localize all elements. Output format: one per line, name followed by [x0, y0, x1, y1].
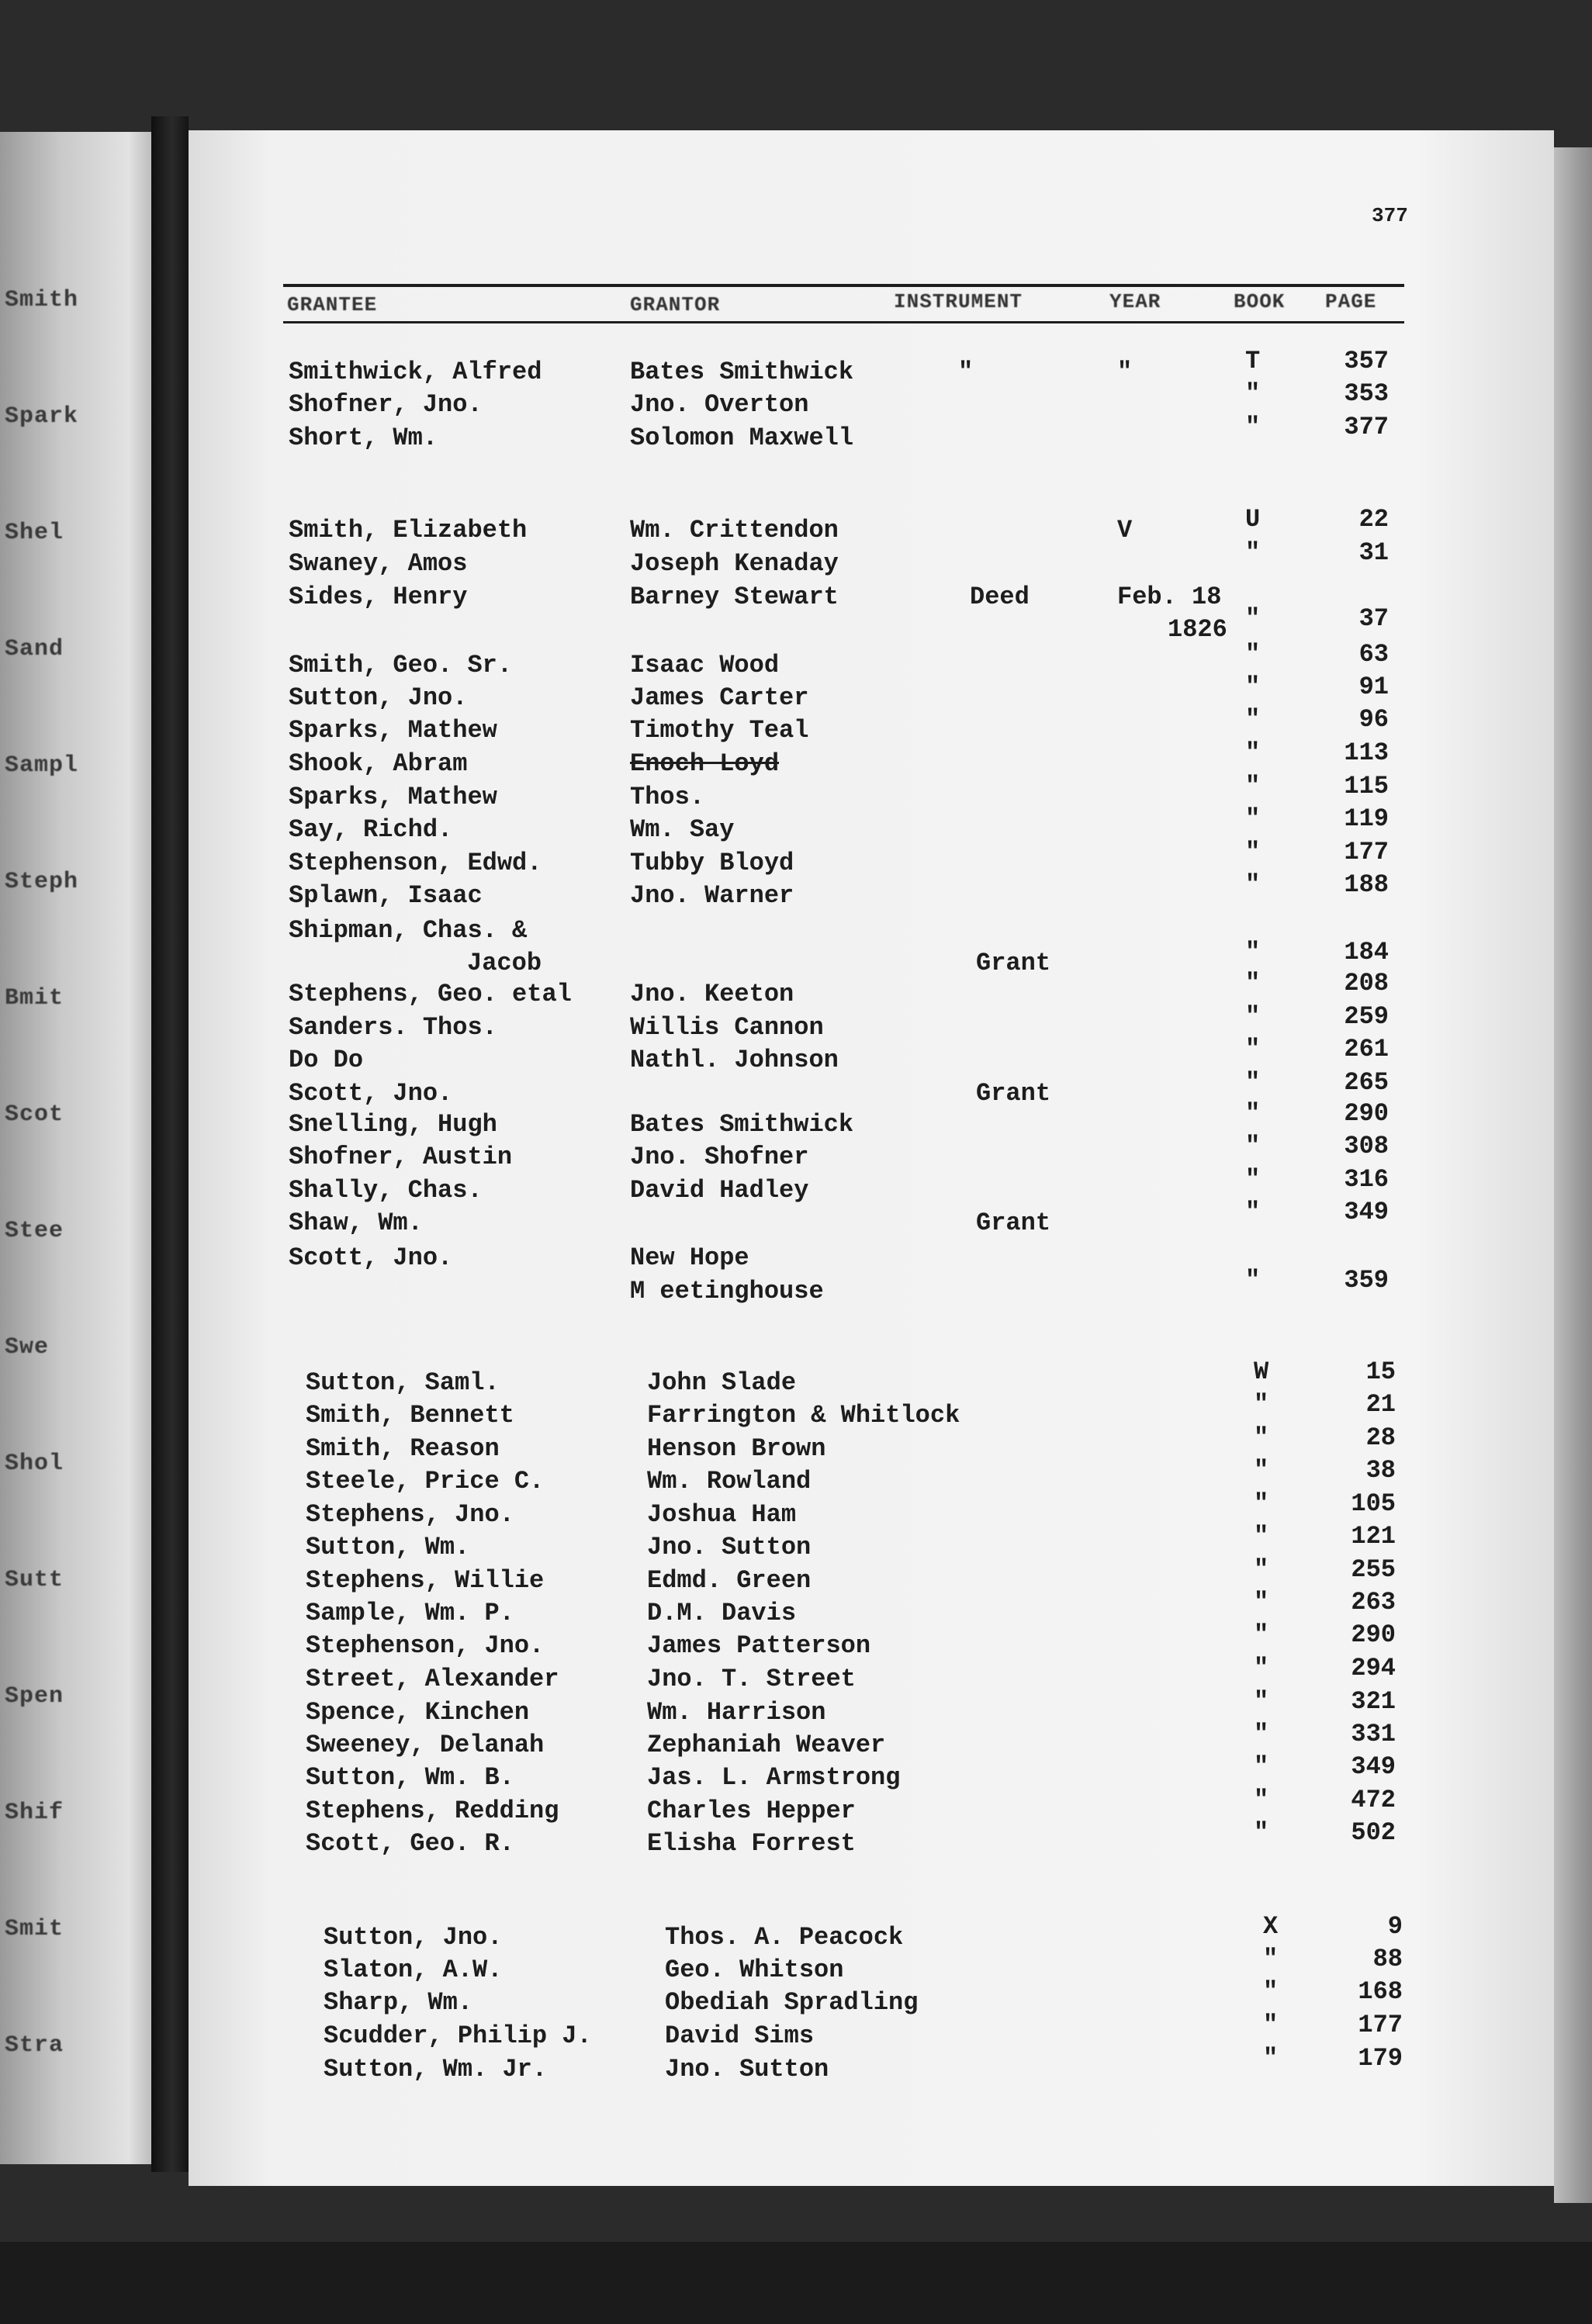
cell-grantor: D.M. Davis [647, 1599, 797, 1627]
cell-page: 115 [1344, 772, 1389, 801]
cell-grantor: Edmd. Green [647, 1566, 812, 1595]
cell-grantor: Jno. T. Street [647, 1665, 856, 1693]
cell-grantor: Zephaniah Weaver [647, 1731, 886, 1759]
cell-page: 9 [1387, 1912, 1403, 1941]
cell-grantee: Sparks, Mathew [289, 783, 497, 811]
cell-book: " [1254, 1522, 1269, 1551]
cell-grantor: Thos. A. Peacock [665, 1923, 904, 1952]
cell-book: " [1245, 969, 1261, 998]
cell-book: " [1254, 1423, 1269, 1452]
cell-grantor: Bates Smithwick [630, 358, 854, 386]
cell-grantor: Timothy Teal [630, 716, 809, 745]
cell-grantee: Street, Alexander [306, 1665, 559, 1693]
cell-book: " [1254, 1489, 1269, 1518]
left-page-fragment: Bmit [5, 985, 64, 1012]
cell-page: 290 [1344, 1099, 1389, 1128]
cell-grantee: Scott, Jno. [289, 1243, 453, 1272]
cell-book: " [1254, 1555, 1269, 1584]
cell-instrument: " [958, 358, 974, 386]
cell-page: 265 [1344, 1068, 1389, 1097]
cell-grantee: Sutton, Wm. B. [306, 1763, 514, 1792]
cell-book: " [1245, 538, 1261, 567]
cell-page: 377 [1344, 413, 1389, 441]
cell-book: " [1245, 1266, 1261, 1295]
cell-page: 259 [1344, 1002, 1389, 1031]
cell-book: " [1245, 413, 1261, 441]
cell-page: 263 [1351, 1588, 1396, 1617]
cell-grantee: Say, Richd. [289, 815, 453, 844]
cell-grantee: Shofner, Austin [289, 1143, 513, 1171]
left-page-fragment: Spark [5, 403, 79, 430]
cell-page: 31 [1358, 538, 1389, 567]
cell-book: " [1245, 838, 1261, 866]
cell-grantee: Scudder, Philip J. [324, 2021, 592, 2050]
cell-page: 38 [1365, 1456, 1396, 1485]
cell-page: 15 [1365, 1357, 1396, 1386]
cell-book: " [1245, 1132, 1261, 1160]
cell-grantor: M eetinghouse [630, 1277, 824, 1306]
cell-page: 28 [1365, 1423, 1396, 1452]
cell-grantee: Shook, Abram [289, 749, 468, 778]
left-page-fragment: Shif [5, 1800, 64, 1826]
cell-page: 472 [1351, 1786, 1396, 1814]
cell-grantee: Sides, Henry [289, 583, 468, 611]
cell-page: 208 [1344, 969, 1389, 998]
cell-grantee: Smith, Geo. Sr. [289, 651, 513, 680]
cell-grantee: Sample, Wm. P. [306, 1599, 514, 1627]
header-rule-top [283, 284, 1404, 287]
cell-grantee: Shally, Chas. [289, 1176, 483, 1205]
cell-page: 349 [1344, 1198, 1389, 1226]
cell-grantor: Enoch Loyd [630, 749, 780, 778]
cell-grantee: Spence, Kinchen [306, 1698, 530, 1727]
cell-page: 321 [1351, 1687, 1396, 1716]
cell-book: " [1245, 1099, 1261, 1128]
cell-book: " [1245, 804, 1261, 833]
cell-page: 184 [1344, 938, 1389, 967]
cell-page: 290 [1351, 1620, 1396, 1649]
cell-grantee: Stephenson, Edwd. [289, 849, 542, 877]
cell-book: " [1245, 705, 1261, 734]
cell-book: " [1245, 1165, 1261, 1194]
cell-page: 88 [1372, 1945, 1403, 1973]
cell-grantor: Nathl. Johnson [630, 1046, 839, 1074]
cell-grantee: Stephens, Redding [306, 1797, 559, 1825]
cell-book: " [1263, 1945, 1279, 1973]
cell-page: 91 [1358, 673, 1389, 701]
cell-grantor: Willis Cannon [630, 1013, 824, 1042]
cell-grantee: Sutton, Wm. [306, 1533, 470, 1561]
cell-grantee: Scott, Jno. [289, 1079, 453, 1108]
cell-grantor: Joseph Kenaday [630, 549, 839, 578]
cell-year: " [1117, 358, 1133, 386]
cell-grantor: Jno. Keeton [630, 980, 794, 1008]
cell-page: 359 [1344, 1266, 1389, 1295]
cell-page: 349 [1351, 1752, 1396, 1781]
cell-grantee: Splawn, Isaac [289, 881, 483, 910]
cell-grantor: Joshua Ham [647, 1500, 797, 1529]
cell-page: 316 [1344, 1165, 1389, 1194]
cell-grantee: Swaney, Amos [289, 549, 468, 578]
cell-page: 353 [1344, 379, 1389, 408]
cell-grantor: Elisha Forrest [647, 1829, 856, 1858]
cell-grantee: Sutton, Jno. [324, 1923, 503, 1952]
cell-book: X [1263, 1912, 1279, 1941]
cell-book: " [1254, 1687, 1269, 1716]
cell-grantor: Henson Brown [647, 1434, 826, 1463]
cell-page: 96 [1358, 705, 1389, 734]
cell-grantor: Jno. Sutton [647, 1533, 812, 1561]
left-page-fragment: Smit [5, 1916, 64, 1942]
cell-grantor: Jno. Warner [630, 881, 794, 910]
cell-book: " [1245, 1198, 1261, 1226]
cell-grantor: John Slade [647, 1368, 797, 1397]
cell-grantor: Wm. Harrison [647, 1698, 826, 1727]
left-page-fragment: Swe [5, 1334, 50, 1361]
cell-grantee: Sutton, Wm. Jr. [324, 2055, 548, 2084]
cell-grantee: Smith, Elizabeth [289, 516, 528, 545]
cell-grantee: Stephens, Geo. etal [289, 980, 572, 1008]
cell-book: " [1245, 938, 1261, 967]
cell-grantee: Stephens, Willie [306, 1566, 545, 1595]
cell-grantee: Slaton, A.W. [324, 1956, 503, 1984]
left-page-fragment: Sampl [5, 752, 79, 779]
cell-grantee: Sweeney, Delanah [306, 1731, 545, 1759]
left-page-fragment: Shol [5, 1451, 64, 1477]
left-page-fragment: Sutt [5, 1567, 64, 1593]
left-page-fragment: Steph [5, 869, 79, 895]
header-grantee: GRANTEE [287, 293, 378, 316]
left-page-fragment: Scot [5, 1101, 64, 1128]
cell-page: 188 [1344, 870, 1389, 899]
cell-grantee: Steele, Price C. [306, 1467, 545, 1496]
cell-grantor: Bates Smithwick [630, 1110, 854, 1139]
header-grantor: GRANTOR [630, 293, 721, 316]
header-year: YEAR [1109, 290, 1161, 313]
cell-page: 308 [1344, 1132, 1389, 1160]
cell-page: 22 [1358, 505, 1389, 534]
cell-grantor: Jno. Shofner [630, 1143, 809, 1171]
cell-book: " [1245, 604, 1261, 633]
cell-page: 119 [1344, 804, 1389, 833]
header-page: PAGE [1325, 290, 1377, 313]
cell-grantee: Shaw, Wm. [289, 1209, 423, 1237]
cell-instrument: Grant [976, 1079, 1051, 1108]
cell-grantee: Smith, Reason [306, 1434, 500, 1463]
cell-book: " [1245, 379, 1261, 408]
cell-page: 261 [1344, 1035, 1389, 1063]
cell-page: 105 [1351, 1489, 1396, 1518]
cell-grantee: Snelling, Hugh [289, 1110, 497, 1139]
left-page-edge [0, 132, 151, 2164]
cell-grantor: Jas. L. Armstrong [647, 1763, 901, 1792]
cell-page: 113 [1344, 738, 1389, 767]
cell-page: 121 [1351, 1522, 1396, 1551]
cell-book: " [1245, 772, 1261, 801]
cell-book: " [1254, 1588, 1269, 1617]
cell-grantor: Barney Stewart [630, 583, 839, 611]
cell-grantor: David Sims [665, 2021, 815, 2050]
cell-grantee: Shipman, Chas. & [289, 916, 528, 945]
cell-grantor: Solomon Maxwell [630, 424, 854, 452]
cell-book: " [1254, 1752, 1269, 1781]
cell-grantor: Isaac Wood [630, 651, 780, 680]
cell-book: " [1245, 1068, 1261, 1097]
cell-book: " [1254, 1654, 1269, 1682]
cell-book: " [1254, 1620, 1269, 1649]
cell-page: 21 [1365, 1390, 1396, 1419]
cell-grantor: Thos. [630, 783, 705, 811]
cell-book: " [1245, 1035, 1261, 1063]
header-instrument: INSTRUMENT [894, 290, 1023, 313]
cell-grantee: Scott, Geo. R. [306, 1829, 514, 1858]
left-page-fragment: Stee [5, 1218, 64, 1244]
cell-book: " [1254, 1786, 1269, 1814]
cell-grantor: Geo. Whitson [665, 1956, 844, 1984]
cell-grantor: Wm. Crittendon [630, 516, 839, 545]
cell-grantee: Stephenson, Jno. [306, 1631, 545, 1660]
cell-grantee: Smithwick, Alfred [289, 358, 542, 386]
cell-book: " [1245, 1002, 1261, 1031]
cell-grantor: Jno. Overton [630, 390, 809, 419]
header-book: BOOK [1234, 290, 1286, 313]
cell-page: 331 [1351, 1720, 1396, 1748]
left-page-fragment: Spen [5, 1683, 64, 1710]
cell-page: 177 [1344, 838, 1389, 866]
book-binding [151, 116, 189, 2172]
cell-grantee: Do Do [289, 1046, 364, 1074]
cell-grantor: Tubby Bloyd [630, 849, 794, 877]
cell-grantor: Jno. Sutton [665, 2055, 829, 2084]
cell-page: 255 [1351, 1555, 1396, 1584]
cell-book: " [1245, 738, 1261, 767]
cell-book: " [1254, 1818, 1269, 1847]
left-page-fragment: Shel [5, 520, 64, 546]
cell-instrument: Grant [976, 949, 1051, 977]
cell-page: 502 [1351, 1818, 1396, 1847]
cell-grantor: Wm. Say [630, 815, 735, 844]
cell-grantee: Sanders. Thos. [289, 1013, 497, 1042]
cell-book: " [1245, 640, 1261, 669]
left-page-fragment: Smith [5, 287, 79, 313]
cell-grantee: Sutton, Saml. [306, 1368, 500, 1397]
cell-grantor: David Hadley [630, 1176, 809, 1205]
cell-page: 168 [1358, 1977, 1403, 2006]
cell-grantee: Stephens, Jno. [306, 1500, 514, 1529]
cell-grantor: Charles Hepper [647, 1797, 856, 1825]
cell-instrument: Deed [970, 583, 1030, 611]
cell-grantor: James Carter [630, 683, 809, 712]
cell-instrument: Grant [976, 1209, 1051, 1237]
cell-grantor: New Hope [630, 1243, 749, 1272]
cell-book: " [1254, 1390, 1269, 1419]
cell-book: W [1254, 1357, 1269, 1386]
scan-border [0, 2242, 1592, 2324]
header-rule-bottom [283, 321, 1404, 323]
cell-year: V [1117, 516, 1133, 545]
cell-book: " [1254, 1456, 1269, 1485]
cell-grantor: James Patterson [647, 1631, 871, 1660]
cell-grantee: Sharp, Wm. [324, 1988, 473, 2017]
cell-book: " [1245, 870, 1261, 899]
cell-grantee: Sparks, Mathew [289, 716, 497, 745]
cell-year: 1826 [1168, 615, 1227, 644]
cell-grantee: Short, Wm. [289, 424, 438, 452]
cell-page: 294 [1351, 1654, 1396, 1682]
cell-book: U [1245, 505, 1261, 534]
cell-page: 177 [1358, 2011, 1403, 2039]
cell-page: 37 [1358, 604, 1389, 633]
cell-book: " [1263, 2011, 1279, 2039]
cell-book: T [1245, 347, 1261, 375]
cell-grantor: Obediah Spradling [665, 1988, 919, 2017]
cell-grantee: Sutton, Jno. [289, 683, 468, 712]
cell-book: " [1245, 673, 1261, 701]
page-edge-shadow [1554, 147, 1592, 2203]
page-number: 377 [1372, 204, 1408, 227]
cell-grantee: Smith, Bennett [306, 1401, 514, 1430]
cell-book: " [1254, 1720, 1269, 1748]
cell-year: Feb. 18 [1117, 583, 1222, 611]
cell-book: " [1263, 2044, 1279, 2073]
cell-grantor: Wm. Rowland [647, 1467, 812, 1496]
left-page-fragment: Stra [5, 2032, 64, 2059]
cell-page: 63 [1358, 640, 1389, 669]
cell-grantor: Farrington & Whitlock [647, 1401, 960, 1430]
cell-grantee: Jacob [467, 949, 542, 977]
cell-book: " [1263, 1977, 1279, 2006]
cell-grantee: Shofner, Jno. [289, 390, 483, 419]
left-page-fragment: Sand [5, 636, 64, 662]
cell-page: 179 [1358, 2044, 1403, 2073]
cell-page: 357 [1344, 347, 1389, 375]
